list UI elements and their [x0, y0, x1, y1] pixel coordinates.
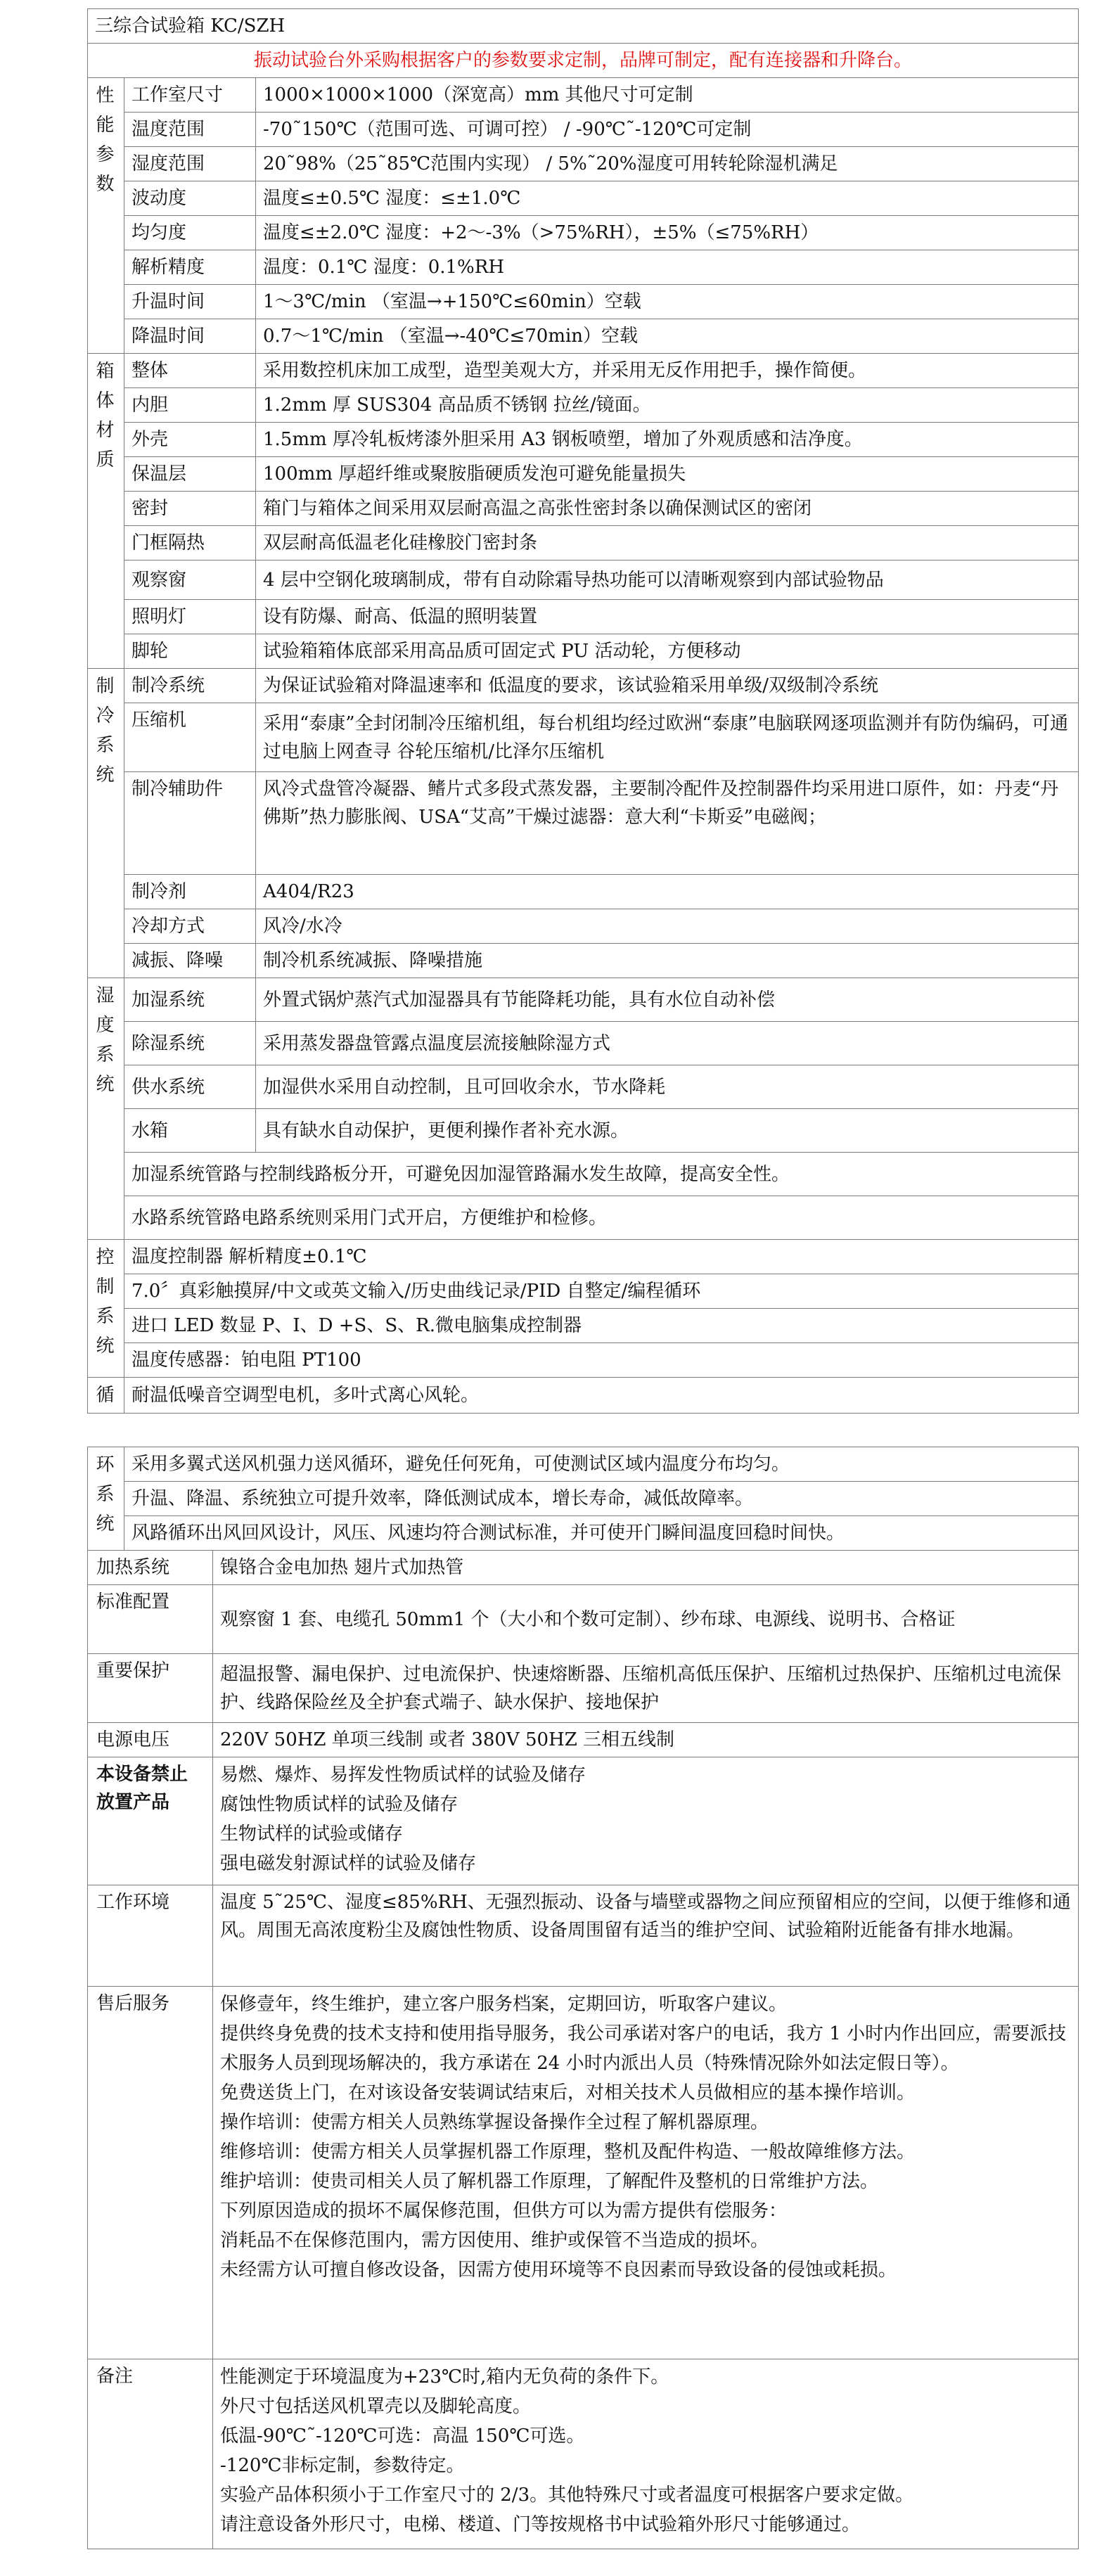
row-value: 温度≤±2.0℃ 湿度：+2～-3%（>75%RH），±5%（≤75%RH） — [256, 216, 1079, 250]
remark-item: 低温-90℃˜-120℃可选：高温 150℃可选。 — [220, 2426, 585, 2447]
row-value: 试验箱箱体底部采用高品质可固定式 PU 活动轮，方便移动 — [256, 634, 1079, 669]
row-label: 湿度范围 — [124, 147, 256, 181]
row-label: 门框隔热 — [124, 526, 256, 560]
row-label: 工作室尺寸 — [124, 78, 256, 113]
power-value: 220V 50HZ 单项三线制 或者 380V 50HZ 三相五线制 — [213, 1723, 1079, 1757]
product-title: 三综合试验箱 KC/SZH — [88, 9, 1079, 44]
row-label: 照明灯 — [124, 600, 256, 634]
humidity-note: 加湿系统管路与控制线路板分开，可避免因加湿管路漏水发生故障，提高安全性。 — [124, 1153, 1079, 1196]
forbidden-item: 腐蚀性物质试样的试验及储存 — [220, 1794, 458, 1815]
row-value: 风冷式盘管冷凝器、鳍片式多段式蒸发器，主要制冷配件及控制器件均采用进口原件，如：丹麦“丹佛斯”热力膨胀阀、USA“艾高”干燥过滤器：意大利“卡斯妥”电磁阀； — [256, 772, 1079, 875]
control-line: 温度控制器 解析精度±0.1℃ — [124, 1240, 1079, 1274]
service-label: 售后服务 — [88, 1987, 213, 2359]
row-label: 密封 — [124, 492, 256, 526]
row-value: 1000×1000×1000（深宽高）mm 其他尺寸可定制 — [256, 78, 1079, 113]
category-control: 控制系统 — [88, 1240, 124, 1378]
row-value: 温度：0.1℃ 湿度：0.1%RH — [256, 250, 1079, 285]
circulation-line: 升温、降温、系统独立可提升效率，降低测试成本，增长寿命，减低故障率。 — [124, 1482, 1079, 1516]
row-value: 加湿供水采用自动控制，且可回收余水，节水降耗 — [256, 1065, 1079, 1109]
row-value: 具有缺水自动保护，更便利操作者补充水源。 — [256, 1109, 1079, 1153]
remark-item: 性能测定于环境温度为+23℃时,箱内无负荷的条件下。 — [220, 2366, 669, 2388]
row-value: 温度≤±0.5℃ 湿度：≤±1.0℃ — [256, 181, 1079, 216]
service-item: 维护培训：使贵司相关人员了解机器工作原理，了解配件及整机的日常维护方法。 — [220, 2171, 879, 2192]
category-humidity: 湿度系统 — [88, 978, 124, 1240]
heating-value: 镍铬合金电加热 翅片式加热管 — [213, 1551, 1079, 1585]
row-label: 波动度 — [124, 181, 256, 216]
row-value: 箱门与箱体之间采用双层耐高温之高张性密封条以确保测试区的密闭 — [256, 492, 1079, 526]
row-label: 制冷剂 — [124, 875, 256, 909]
category-box: 箱体材质 — [88, 354, 124, 669]
row-value: 风冷/水冷 — [256, 909, 1079, 944]
service-item: 提供终身免费的技术支持和使用指导服务，我公司承诺对客户的电话，我方 1 小时内作出回应，需要派技术服务人员到现场解决的，我方承诺在 24 小时内派出人员（特殊情况除外如法定假日等）。 — [220, 2023, 1067, 2074]
row-label: 冷却方式 — [124, 909, 256, 944]
row-label: 压缩机 — [124, 703, 256, 772]
protection-label: 重要保护 — [88, 1654, 213, 1723]
row-label: 减振、降噪 — [124, 944, 256, 978]
row-value: -70˜150℃（范围可选、可调可控） / -90℃˜-120℃可定制 — [256, 113, 1079, 147]
row-value: 双层耐高低温老化硅橡胶门密封条 — [256, 526, 1079, 560]
forbidden-label — [88, 1757, 213, 1885]
service-item: 消耗品不在保修范围内，需方因使用、维护或保管不当造成的损坏。 — [220, 2230, 769, 2251]
row-value: 4 层中空钢化玻璃制成，带有自动除霜导热功能可以清晰观察到内部试验物品 — [256, 560, 1079, 600]
row-value: 采用数控机床加工成型，造型美观大方，并采用无反作用把手，操作简便。 — [256, 354, 1079, 388]
remarks-list — [213, 2359, 1079, 2549]
protection-value: 超温报警、漏电保护、过电流保护、快速熔断器、压缩机高低压保护、压缩机过热保护、压缩机过电流保护、线路保险丝及全护套式端子、缺水保护、接地保护 — [213, 1654, 1079, 1723]
row-label: 温度范围 — [124, 113, 256, 147]
control-line: 7.0〞真彩触摸屏/中文或英文输入/历史曲线记录/PID 自整定/编程循环 — [124, 1274, 1079, 1309]
row-label: 解析精度 — [124, 250, 256, 285]
row-value: 1.5mm 厚冷轧板烤漆外胆采用 A3 钢板喷塑，增加了外观质感和洁净度。 — [256, 423, 1079, 457]
row-value: 0.7～1℃/min （室温→-40℃≤70min）空载 — [256, 319, 1079, 354]
forbidden-label-line: 放置产品 — [96, 1792, 170, 1813]
remark-item: 请注意设备外形尺寸，电梯、楼道、门等按规格书中试验箱外形尺寸能够通过。 — [220, 2514, 861, 2535]
row-label: 供水系统 — [124, 1065, 256, 1109]
row-value: 制冷机系统减振、降噪措施 — [256, 944, 1079, 978]
service-list — [213, 1987, 1079, 2359]
forbidden-label-line: 本设备禁止 — [96, 1764, 188, 1785]
row-label: 保温层 — [124, 457, 256, 492]
row-value: 设有防爆、耐高、低温的照明装置 — [256, 600, 1079, 634]
environment-label: 工作环境 — [88, 1885, 213, 1987]
environment-value: 温度 5˜25℃、湿度≤85%RH、无强烈振动、设备与墙壁或器物之间应预留相应的空间，以便于维修和通风。周围无高浓度粉尘及腐蚀性物质、设备周围留有适当的维护空间、试验箱附近能备有排水地漏。 — [213, 1885, 1079, 1987]
row-value: 为保证试验箱对降温速率和 低温度的要求，该试验箱采用单级/双级制冷系统 — [256, 669, 1079, 703]
row-value: 1～3℃/min （室温→+150℃≤60min）空载 — [256, 285, 1079, 319]
custom-notice: 振动试验台外采购根据客户的参数要求定制，品牌可制定，配有连接器和升降台。 — [88, 44, 1079, 78]
row-label: 整体 — [124, 354, 256, 388]
category-circulation-top: 循 — [88, 1378, 124, 1414]
service-item: 维修培训：使需方相关人员掌握机器工作原理，整机及配件构造、一般故障维修方法。 — [220, 2141, 916, 2162]
row-label: 内胆 — [124, 388, 256, 423]
row-label: 制冷辅助件 — [124, 772, 256, 875]
circulation-line: 采用多翼式送风机强力送风循环，避免任何死角，可使测试区域内温度分布均匀。 — [124, 1447, 1079, 1482]
row-label: 升温时间 — [124, 285, 256, 319]
standard-config-label: 标准配置 — [88, 1585, 213, 1654]
category-performance: 性能参数 — [88, 78, 124, 354]
service-item: 保修壹年，终生维护，建立客户服务档案，定期回访，听取客户建议。 — [220, 1994, 788, 2015]
category-refrigeration: 制冷系统 — [88, 669, 124, 978]
row-value: 采用蒸发器盘管露点温度层流接触除湿方式 — [256, 1022, 1079, 1065]
row-label: 除湿系统 — [124, 1022, 256, 1065]
spec-table-top — [87, 8, 1079, 1414]
humidity-note: 水路系统管路电路系统则采用门式开启，方便维护和检修。 — [124, 1196, 1079, 1240]
power-label: 电源电压 — [88, 1723, 213, 1757]
service-item: 免费送货上门，在对该设备安装调试结束后，对相关技术人员做相应的基本操作培训。 — [220, 2082, 916, 2103]
row-value: 采用“泰康”全封闭制冷压缩机组，每台机组均经过欧洲“泰康”电脑联网逐项监测并有防伪编码，可通过电脑上网查寻 谷轮压缩机/比泽尔压缩机 — [256, 703, 1079, 772]
forbidden-list — [213, 1757, 1079, 1885]
service-item: 下列原因造成的损坏不属保修范围，但供方可以为需方提供有偿服务： — [220, 2200, 788, 2222]
forbidden-item: 强电磁发射源试样的试验及储存 — [220, 1853, 477, 1874]
remark-item: 外尺寸包括送风机罩壳以及脚轮高度。 — [220, 2396, 532, 2417]
row-label: 观察窗 — [124, 560, 256, 600]
circulation-line: 耐温低噪音空调型电机，多叶式离心风轮。 — [124, 1378, 1079, 1414]
row-label: 加湿系统 — [124, 978, 256, 1022]
row-label: 外壳 — [124, 423, 256, 457]
row-label: 制冷系统 — [124, 669, 256, 703]
row-value: 外置式锅炉蒸汽式加湿器具有节能降耗功能，具有水位自动补偿 — [256, 978, 1079, 1022]
row-value: 1.2mm 厚 SUS304 高品质不锈钢 拉丝/镜面。 — [256, 388, 1079, 423]
remark-item: -120℃非标定制，参数待定。 — [220, 2455, 465, 2476]
row-label: 水箱 — [124, 1109, 256, 1153]
row-label: 脚轮 — [124, 634, 256, 669]
standard-config-value: 观察窗 1 套、电缆孔 50mm1 个（大小和个数可定制）、纱布球、电源线、说明书、合格证 — [213, 1585, 1079, 1654]
category-circulation-bottom: 环系统 — [88, 1447, 124, 1551]
row-value: 100mm 厚超纤维或聚胺脂硬质发泡可避免能量损失 — [256, 457, 1079, 492]
row-value: A404/R23 — [256, 875, 1079, 909]
row-label: 降温时间 — [124, 319, 256, 354]
control-line: 温度传感器：铂电阻 PT100 — [124, 1343, 1079, 1378]
row-value: 20˜98%（25˜85℃范围内实现） / 5%˜20%湿度可用转轮除湿机满足 — [256, 147, 1079, 181]
service-item: 未经需方认可擅自修改设备，因需方使用环境等不良因素而导致设备的侵蚀或耗损。 — [220, 2260, 897, 2281]
control-line: 进口 LED 数显 P、I、D +S、S、R.微电脑集成控制器 — [124, 1309, 1079, 1343]
forbidden-item: 易燃、爆炸、易挥发性物质试样的试验及储存 — [220, 1764, 586, 1786]
row-label: 均匀度 — [124, 216, 256, 250]
remark-item: 实验产品体积须小于工作室尺寸的 2/3。其他特殊尺寸或者温度可根据客户要求定做。 — [220, 2485, 914, 2506]
service-item: 操作培训：使需方相关人员熟练掌握设备操作全过程了解机器原理。 — [220, 2112, 769, 2133]
heating-label: 加热系统 — [88, 1551, 213, 1585]
circulation-line: 风路循环出风回风设计，风压、风速均符合测试标准，并可使开门瞬间温度回稳时间快。 — [124, 1516, 1079, 1551]
remarks-label: 备注 — [88, 2359, 213, 2549]
forbidden-item: 生物试样的试验或储存 — [220, 1824, 404, 1845]
spec-table-bottom — [87, 1447, 1079, 2549]
